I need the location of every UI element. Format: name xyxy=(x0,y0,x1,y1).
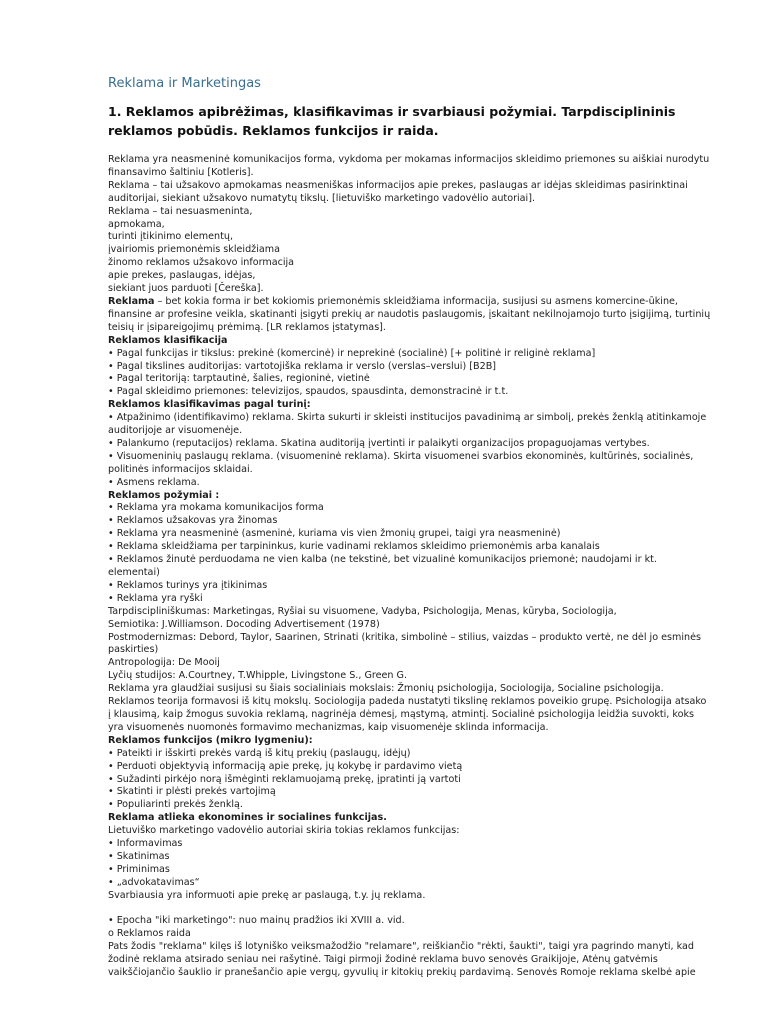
line-text: Pats žodis "reklama" kilęs iš lotyniško veiksmažodžio "relamare", reiškiančio "rėkti, šaukti", taigi yra pagrindo manyti, kad xyxy=(108,941,695,953)
line-text: • Perduoti objektyvią informaciją apie prekę, jų kokybę ir pardavimo vietą xyxy=(108,760,463,772)
line-text: Lyčių studijos: A.Courtney, T.Whipple, Livingstone S., Green G. xyxy=(108,670,408,682)
text-line xyxy=(108,167,728,180)
line-text: Svarbiausia yra informuoti apie prekę ar paslaugą, t.y. jų reklama. xyxy=(108,889,426,901)
text-line xyxy=(108,361,728,374)
line-text: • Pagal tikslines auditorijas: vartotojiška reklama ir verslo (verslas–verslui) [B2B] xyxy=(108,360,497,372)
text-line xyxy=(108,373,728,386)
line-text: • Populiarinti prekės ženklą. xyxy=(108,799,243,811)
text-line xyxy=(108,180,728,193)
text-line xyxy=(108,464,728,477)
text-line xyxy=(108,967,728,980)
section-heading: 1. Reklamos apibrėžimas, klasifikavimas ir svarbiausi požymiai. Tarpdisciplininis reklamos pobūdis. Reklamos funkcijos ir raida. xyxy=(108,104,676,138)
line-text: • Pagal skleidimo priemones: televizijos, spaudos, spausdinta, demonstracinė ir t.t. xyxy=(108,386,509,398)
line-text: • Priminimas xyxy=(108,863,170,875)
line-text: • Reklama skleidžiama per tarpininkus, kurie vadinami reklamos skleidimo priemonėmis arba kanalais xyxy=(108,541,600,553)
text-line xyxy=(108,399,728,412)
line-text: paskirties) xyxy=(108,644,159,656)
text-line xyxy=(108,309,728,322)
line-text: • Pagal funkcijas ir tikslus: prekinė (komercinė) ir neprekinė (socialinė) [+ politinė ir religinė reklama] xyxy=(108,347,596,359)
text-line xyxy=(108,722,728,735)
line-text: • „advokatavimas“ xyxy=(108,876,200,888)
text-line xyxy=(108,425,728,438)
line-text: apmokama, xyxy=(108,218,165,230)
line-text: • Reklama yra neasmeninė (asmeninė, kuriama vis vien žmonių grupei, taigi yra neasmeninė) xyxy=(108,528,561,540)
line-text: Tarpdiscipliniškumas: Marketingas, Ryšiai su visuomene, Vadyba, Psichologija, Menas, kūryba, Sociologija, xyxy=(108,605,617,617)
line-text: žodinė reklama atsirado seniau nei rašytinė. Taigi pirmoji žodinė reklama buvo senovės Graikijoje, Atėnų gatvėmis xyxy=(108,954,658,966)
line-text: – bet kokia forma ir bet kokiomis priemonėmis skleidžiama informacija, susijusi su asmens komercine-ūkine, xyxy=(154,295,678,307)
line-text: Lietuviško marketingo vadovėlio autoriai skiria tokias reklamos funkcijas: xyxy=(108,825,460,837)
text-line xyxy=(108,296,728,309)
text-line xyxy=(108,206,728,219)
line-text: • Visuomeninių paslaugų reklama. (visuomeninė reklama). Skirta visuomenei svarbios ekonominės, kultūrinės, socialinės, xyxy=(108,450,694,462)
line-text: • Skatinti ir plėsti prekės vartojimą xyxy=(108,786,276,798)
text-line xyxy=(108,786,728,799)
bold-term: Reklama xyxy=(108,295,155,307)
line-text: Reklama yra glaudžiai susijusi su šiais socialiniais mokslais: Žmonių psichologija, Sociologija, Socialine psichologija. xyxy=(108,683,664,695)
text-line xyxy=(108,799,728,812)
line-text: siekiant juos parduoti [Čereška]. xyxy=(108,283,264,295)
line-text: • Palankumo (reputacijos) reklama. Skatina auditoriją įvertinti ir palaikyti organizacijos propaguojamas vertybes. xyxy=(108,437,650,449)
text-line xyxy=(108,941,728,954)
bold-term: Reklama atlieka ekonomines ir socialines funkcijas. xyxy=(108,812,387,824)
text-line xyxy=(108,541,728,554)
paragraph-gap xyxy=(108,903,728,916)
line-text: Reklama – tai užsakovo apmokamas neasmeniškas informacijos apie prekes, paslaugas ar idėjas skleidimas pasirinktinai xyxy=(108,179,688,191)
text-line xyxy=(108,890,728,903)
text-line xyxy=(108,632,728,645)
text-line xyxy=(108,257,728,270)
line-text: • Asmens reklama. xyxy=(108,476,200,488)
line-text: auditorijai, siekiant užsakovo numatytų tikslų. [lietuviško marketingo vadovėlio autoriai]. xyxy=(108,192,536,204)
text-line xyxy=(108,683,728,696)
text-line xyxy=(108,696,728,709)
line-text: vaikščiojančio šauklio ir pranešančio apie vergų, gyvulių ir kitokių prekių pardavimą. Senovės Romoje reklama skelbė apie xyxy=(108,967,696,979)
line-text: • Sužadinti pirkėjo norą išmėginti reklamuojamą prekę, įpratinti ją vartoti xyxy=(108,773,461,785)
line-text: auditorijoje ar visuomenėje. xyxy=(108,425,243,437)
text-line xyxy=(108,838,728,851)
bold-term: Reklamos požymiai : xyxy=(108,489,220,501)
line-text: Reklama – tai nesuasmeninta, xyxy=(108,205,253,217)
line-text: politinės informacijos sklaidai. xyxy=(108,463,253,475)
text-line xyxy=(108,567,728,580)
text-line xyxy=(108,244,728,257)
line-text: finansine ar profesine veikla, skatinanti įsigyti prekių ar naudotis paslaugomis, įskaitant nekilnojamojo turto įsigijimą, turtinių xyxy=(108,308,711,320)
text-line xyxy=(108,735,728,748)
text-line xyxy=(108,270,728,283)
line-text: teisių ir įsipareigojimų prėmimą. [LR reklamos įstatymas]. xyxy=(108,321,386,333)
text-line xyxy=(108,657,728,670)
text-line xyxy=(108,348,728,361)
text-line xyxy=(108,593,728,606)
line-text: įvairiomis priemonėmis skleidžiama xyxy=(108,244,280,256)
text-line xyxy=(108,502,728,515)
line-text: finansavimo šaltiniu [Kotleris]. xyxy=(108,166,254,178)
text-line xyxy=(108,812,728,825)
line-text: • Skatinimas xyxy=(108,850,170,862)
text-line xyxy=(108,219,728,232)
line-text: • Pateikti ir išskirti prekės vardą iš kitų prekių (paslaugų, idėjų) xyxy=(108,747,411,759)
text-line xyxy=(108,644,728,657)
document-title: Reklama ir Marketingas xyxy=(108,76,261,91)
line-text: • Pagal teritoriją: tarptautinė, šalies, regioninė, vietinė xyxy=(108,373,370,385)
text-line xyxy=(108,928,728,941)
text-line xyxy=(108,386,728,399)
text-line xyxy=(108,554,728,567)
text-line xyxy=(108,709,728,722)
line-text: • Reklamos užsakovas yra žinomas xyxy=(108,515,278,527)
text-line xyxy=(108,490,728,503)
document-body xyxy=(108,154,728,980)
text-line xyxy=(108,322,728,335)
line-text: apie prekes, paslaugas, idėjas, xyxy=(108,270,256,282)
text-line xyxy=(108,774,728,787)
text-line xyxy=(108,606,728,619)
line-text: turinti įtikinimo elementų, xyxy=(108,231,234,243)
text-line xyxy=(108,438,728,451)
bold-term: Reklamos klasifikacija xyxy=(108,334,228,346)
line-text: o Reklamos raida xyxy=(108,928,191,940)
text-line xyxy=(108,580,728,593)
text-line xyxy=(108,193,728,206)
text-line xyxy=(108,851,728,864)
text-line xyxy=(108,283,728,296)
text-line xyxy=(108,515,728,528)
text-line xyxy=(108,412,728,425)
bold-term: Reklamos klasifikavimas pagal turinį: xyxy=(108,399,311,411)
text-line xyxy=(108,877,728,890)
text-line xyxy=(108,451,728,464)
text-line xyxy=(108,825,728,838)
text-line xyxy=(108,477,728,490)
text-line xyxy=(108,528,728,541)
line-text: • Atpažinimo (identifikavimo) reklama. Skirta sukurti ir skleisti institucijos pavadinimą ar simbolį, prekės ženklą atitinkamoje xyxy=(108,412,707,424)
line-text: Reklamos teorija formavosi iš kitų mokslų. Sociologija padeda nustatyti tikslinę reklamos poveikio grupę. Psichologija atsako xyxy=(108,696,707,708)
line-text: • Informavimas xyxy=(108,838,183,850)
line-text: yra visuomenės nuomonės formavimo mechanizmas, kaip visuomenėje sklinda informacija. xyxy=(108,721,549,733)
bold-term: Reklamos funkcijos (mikro lygmeniu): xyxy=(108,734,313,746)
text-line xyxy=(108,748,728,761)
text-line xyxy=(108,154,728,167)
line-text: žinomo reklamos užsakovo informacija xyxy=(108,257,295,269)
text-line xyxy=(108,761,728,774)
line-text: Semiotika: J.Williamson. Docoding Advertisement (1978) xyxy=(108,618,380,630)
line-text: Postmodernizmas: Debord, Taylor, Saarinen, Strinati (kritika, simbolinė – stilius, vaizdas – produkto vertė, ne dėl jo esminės xyxy=(108,631,702,643)
line-text: • Reklama yra ryški xyxy=(108,592,203,604)
line-text: į klausimą, kaip žmogus suvokia reklamą, nagrinėja dėmesį, mąstymą, atmintį. Socialinė psichologija leidžia suvokti, koks xyxy=(108,708,695,720)
line-text: Antropologija: De Mooij xyxy=(108,657,220,669)
line-text: Reklama yra neasmeninė komunikacijos forma, vykdoma per mokamas informacijos skleidimo priemones su aiškiai nurodytu xyxy=(108,154,710,165)
text-line xyxy=(108,670,728,683)
text-line xyxy=(108,954,728,967)
text-line xyxy=(108,915,728,928)
line-text: • Reklamos turinys yra įtikinimas xyxy=(108,579,268,591)
line-text: elementai) xyxy=(108,567,160,578)
line-text: • Epocha "iki marketingo": nuo mainų pradžios iki XVIII a. vid. xyxy=(108,915,405,927)
text-line xyxy=(108,335,728,348)
text-line xyxy=(108,231,728,244)
text-line xyxy=(108,619,728,632)
text-line xyxy=(108,864,728,877)
line-text: • Reklamos žinutė perduodama ne vien kalba (ne tekstinė, bet vizualinė komunikacijos priemonė; naudojami ir kt. xyxy=(108,554,657,566)
line-text: • Reklama yra mokama komunikacijos forma xyxy=(108,502,324,514)
